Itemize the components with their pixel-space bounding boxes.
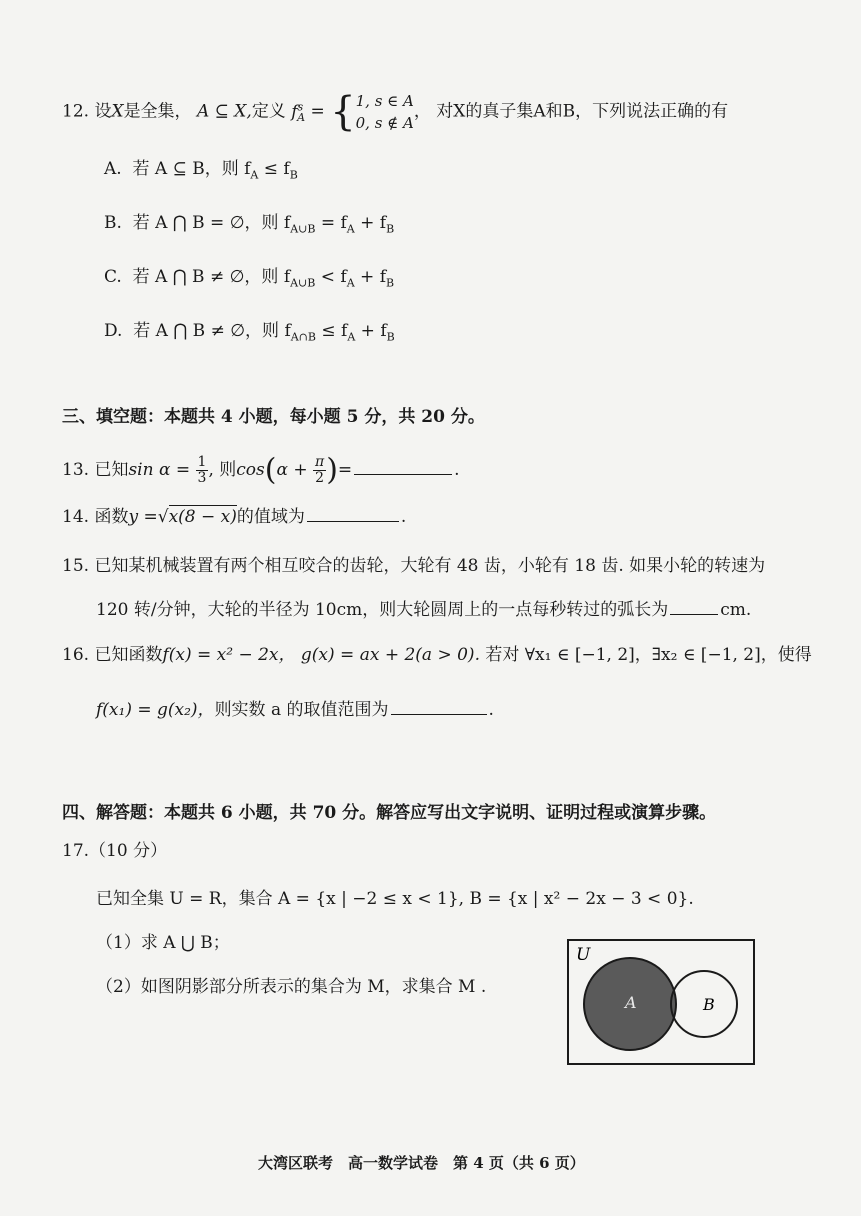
q15-line1: 15. 已知某机械装置有两个相互咬合的齿轮，大轮有 48 齿，小轮有 18 齿. 如果小轮的转速为 bbox=[62, 556, 766, 576]
section4-heading: 四、解答题：本题共 6 小题，共 70 分。解答应写出文字说明、证明过程或演算步骤。 bbox=[62, 803, 717, 823]
q17-title: 17.（10 分） bbox=[62, 841, 168, 861]
q15-answer-blank bbox=[670, 598, 718, 615]
venn-label-a: A bbox=[625, 993, 637, 1012]
venn-label-u: U bbox=[576, 945, 591, 965]
q16-line2: f(x₁) = g(x₂)，则实数 a 的取值范围为 . bbox=[96, 700, 494, 720]
q15-line2: 120 转/分钟，大轮的半径为 10cm，则大轮圆周上的一点每秒转过的弧长为 cm. bbox=[96, 600, 752, 620]
q12-stem: 12. 设X是全集， A ⊆ X,定义 $f^s_A$ = { 1, s ∈ A 0, s ∉ A ， 对X的真子集A和B，下列说法正确的有 bbox=[62, 89, 729, 135]
q13-pi-fraction: $\frac{\pi}{2}$ bbox=[315, 454, 325, 486]
q17-part1: （1）求 A ⋃ B； bbox=[96, 933, 230, 953]
q13-fraction: $\frac{1}{3}$ bbox=[197, 454, 207, 486]
q14: 14. 函数y =√x(8 − x)的值域为 . bbox=[62, 507, 407, 527]
q12-number: 12. 设 bbox=[62, 101, 112, 122]
q17-given: 已知全集 U = R，集合 A = {x | −2 ≤ x < 1}, B = {x | x² − 2x − 3 < 0}. bbox=[96, 889, 694, 909]
q13-answer-blank bbox=[354, 458, 452, 475]
q12-option-d: D. 若 A ⋂ B ≠ ∅，则 $f_{A\cap B} \le f_A + f_B$ bbox=[104, 321, 395, 344]
section3-heading: 三、填空题：本题共 4 小题，每小题 5 分，共 20 分。 bbox=[62, 407, 485, 427]
q12-piecewise: { 1, s ∈ A 0, s ∉ A bbox=[330, 89, 414, 135]
q13: 13. 已知sin α = $\frac{1}{3}$ , 则cos(α + $\frac{\pi}{2}$ )= . bbox=[62, 452, 460, 488]
q14-answer-blank bbox=[307, 505, 399, 522]
q12-option-b: B. 若 A ⋂ B = ∅，则 $f_{A\cup B} = f_A + f_B$ bbox=[104, 213, 395, 236]
q12-option-a: A. 若 A ⊆ B，则 $f_A \le f_B$ bbox=[104, 159, 298, 182]
venn-label-b: B bbox=[703, 995, 715, 1014]
q12-option-c: C. 若 A ⋂ B ≠ ∅，则 $f_{A\cup B} < f_A + f_B$ bbox=[104, 267, 395, 290]
q17-part2: （2）如图阴影部分所表示的集合为 M，求集合 M . bbox=[96, 977, 487, 997]
q16-line1: 16. 已知函数f(x) = x² − 2x， g(x) = ax + 2(a > 0). 若对 ∀x₁ ∈ [−1, 2]，∃x₂ ∈ [−1, 2]，使得 bbox=[62, 645, 812, 665]
q16-answer-blank bbox=[391, 698, 487, 715]
q12-function: $f^s_A$ bbox=[291, 99, 306, 124]
venn-diagram bbox=[566, 938, 756, 1068]
page-footer: 大湾区联考 高一数学试卷 第 4 页（共 6 页） bbox=[258, 1154, 585, 1172]
